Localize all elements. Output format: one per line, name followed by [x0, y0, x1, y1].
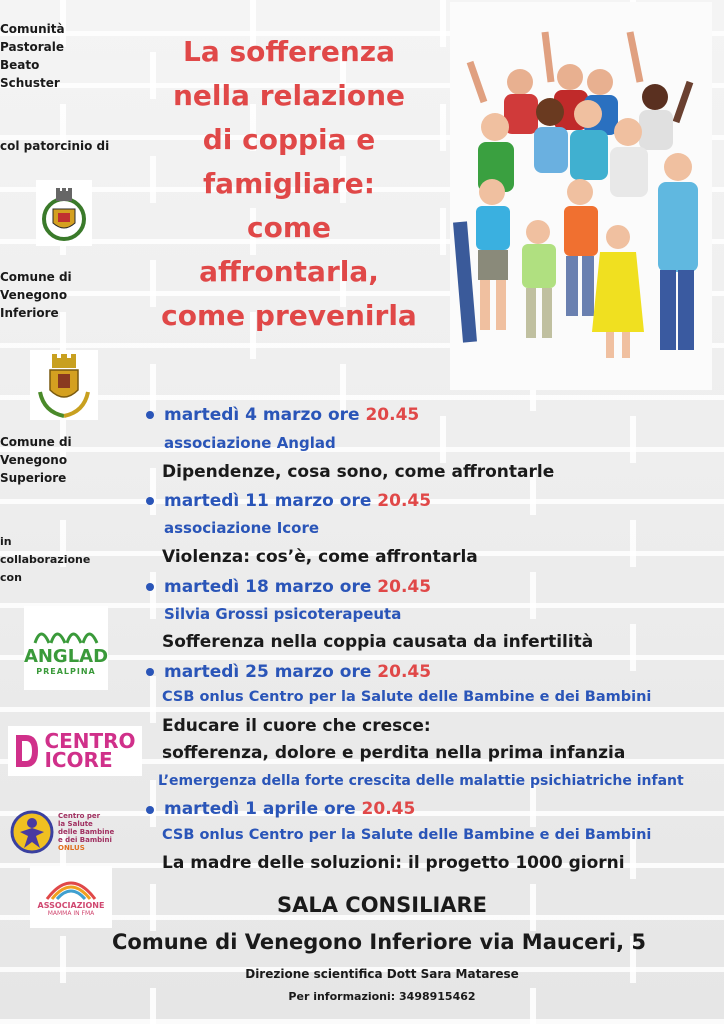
venue-address: Comune di Venegono Inferiore via Mauceri, 5 — [112, 930, 646, 954]
anglad-logo — [24, 606, 108, 690]
event-date: martedì 18 marzo ore 20.45 — [164, 577, 432, 597]
organizer-name: Comunità Pastorale Beato Schuster — [0, 22, 65, 90]
csb-logo-text: ONLUS — [58, 844, 85, 852]
centro-icore-logo — [8, 726, 142, 776]
comune-venegono-superiore: Comune di Venegono Superiore — [0, 435, 72, 485]
venue-hall: SALA CONSILIARE — [276, 893, 488, 917]
event-time: 20.45 — [377, 491, 432, 511]
scientific-direction: Direzione scientifica Dott Sara Matarese — [245, 967, 519, 981]
mamma-logo-subtext: MAMMA IN FMA — [47, 910, 95, 917]
event-date: martedì 25 marzo ore 20.45 — [164, 662, 432, 682]
icore-symbol-icon — [14, 733, 40, 769]
mamma-logo-text: ASSOCIAZIONE — [37, 901, 105, 910]
event-topic: Sofferenza nella coppia causata da infertilità — [162, 632, 594, 652]
csb-logo-text: Centro per — [58, 812, 101, 820]
patronage-label: col patorcinio di — [0, 139, 110, 153]
event-note: L’emergenza della forte crescita delle malattie psichiatriche infant — [158, 773, 684, 789]
event-speaker: associazione Anglad — [164, 434, 336, 452]
csb-logo-text: e dei Bambini — [58, 836, 112, 844]
event-speaker: CSB onlus Centro per la Salute delle Bambine e dei Bambini — [162, 827, 652, 843]
event-topic: Educare il cuore che cresce: — [162, 716, 431, 736]
event-speaker: CSB onlus Centro per la Salute delle Bambine e dei Bambini — [162, 689, 652, 705]
venegono-inferiore-crest — [36, 180, 92, 246]
family-photo — [450, 2, 712, 390]
csb-logo-text: la Salute — [58, 820, 93, 828]
poster-title: La sofferenza nella relazione di coppia e famigliare: come affrontarla, come prevenirla — [161, 35, 417, 332]
csb-logo — [10, 806, 140, 858]
event-topic-line-2: sofferenza, dolore e perdita nella prima infanzia — [162, 743, 626, 763]
bullet-icon — [146, 583, 154, 591]
event-time: 20.45 — [377, 577, 432, 597]
event-topic: Violenza: cos’è, come affrontarla — [162, 547, 478, 567]
anglad-logo-subtext: PREALPINA — [36, 666, 96, 676]
event-topic: La madre delle soluzioni: il progetto 1000 giorni — [162, 853, 625, 873]
event-time: 20.45 — [365, 405, 420, 425]
icore-logo-text-1: CENTRO — [44, 729, 136, 753]
bullet-icon — [146, 411, 154, 419]
bullet-icon — [146, 806, 154, 814]
event-date: martedì 4 marzo ore 20.45 — [164, 405, 420, 425]
event-time: 20.45 — [361, 799, 416, 819]
anglad-symbol-icon — [31, 621, 101, 647]
comune-venegono-inferiore: Comune di Venegono Inferiore — [0, 270, 72, 320]
bullet-icon — [146, 497, 154, 505]
bullet-icon — [146, 668, 154, 676]
event-topic: Dipendenze, cosa sono, come affrontarle — [162, 462, 555, 482]
event-speaker: Silvia Grossi psicoterapeuta — [164, 605, 402, 623]
anglad-logo-text: ANGLAD — [23, 645, 109, 667]
event-speaker: associazione Icore — [164, 519, 320, 537]
event-date: martedì 11 marzo ore 20.45 — [164, 491, 432, 511]
collaboration-label: in collaborazione con — [0, 535, 91, 584]
icore-logo-text-2: ICORE — [44, 748, 113, 772]
event-time: 20.45 — [377, 662, 432, 682]
event-date: martedì 1 aprile ore 20.45 — [164, 799, 416, 819]
contact-info: Per informazioni: 3498915462 — [288, 990, 476, 1003]
csb-child-icon — [10, 810, 54, 854]
csb-logo-text: delle Bambine — [58, 828, 115, 836]
venegono-superiore-crest — [30, 350, 98, 420]
